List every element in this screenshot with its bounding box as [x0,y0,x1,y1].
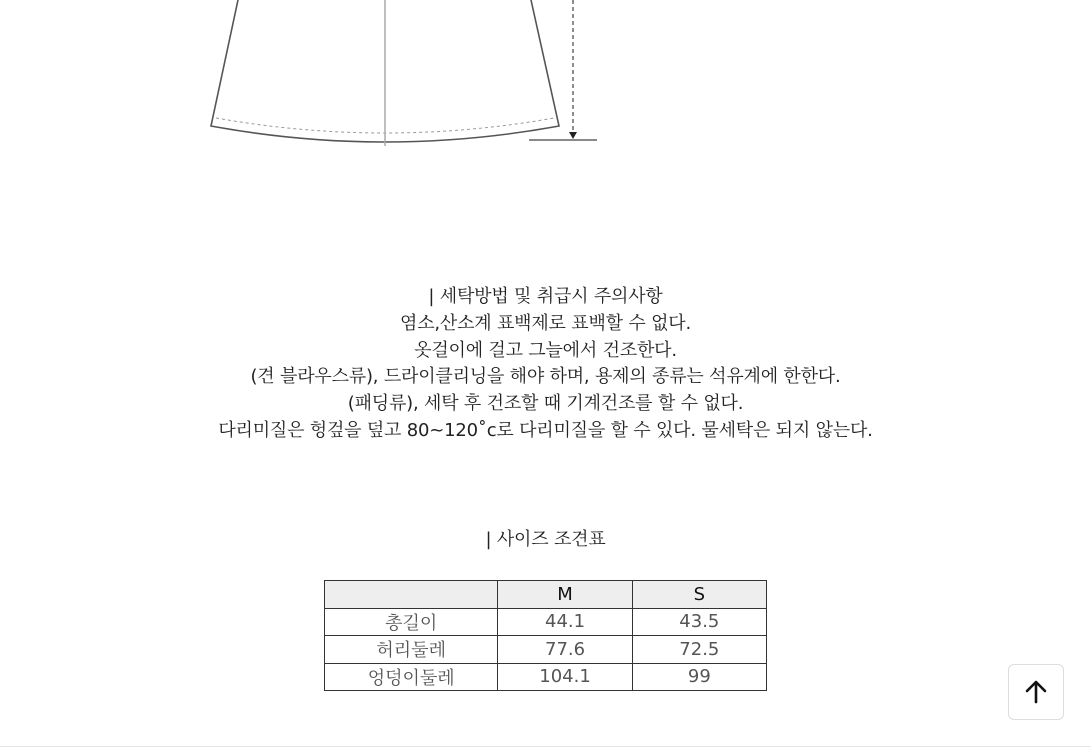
table-header-row [325,581,767,609]
cell-m: 77.6 [498,636,632,664]
cell-m: 44.1 [498,608,632,636]
cell-m: 104.1 [498,663,632,691]
care-instructions [0,284,1091,445]
scroll-to-top-button[interactable] [1008,664,1064,720]
row-label: 엉덩이둘레 [325,663,498,691]
length-arrow-head [569,132,577,139]
table-row [325,636,767,664]
garment-diagram [0,0,1091,160]
row-label: 총길이 [325,608,498,636]
care-line: 다리미질은 헝겊을 덮고 80~120˚c로 다리미질을 할 수 있다. 물세탁은 되지 않는다. [218,419,873,441]
care-line: (견 블라우스류), 드라이클리닝을 해야 하며, 용제의 종류는 석유계에 한한다. [250,366,841,388]
care-line: 옷걸이에 걸고 그늘에서 건조한다. [414,339,677,361]
cell-s: 72.5 [632,636,766,664]
care-line: 염소,산소계 표백제로 표백할 수 없다. [400,312,691,334]
cell-s: 99 [632,663,766,691]
cell-s: 43.5 [632,608,766,636]
header-cell-m: M [498,581,632,609]
row-label: 허리둘레 [325,636,498,664]
header-cell-empty [325,581,498,609]
care-line: (패딩류), 세탁 후 건조할 때 기계건조를 할 수 없다. [347,393,744,415]
table-row [325,663,767,691]
size-chart-title: | 사이즈 조견표 [485,529,606,550]
arrow-up-icon [1023,679,1049,705]
table-row [325,608,767,636]
header-cell-s: S [632,581,766,609]
size-chart-table [324,580,767,691]
footer-divider [0,746,1091,747]
care-title: | 세탁방법 및 취급시 주의사항 [428,286,663,307]
